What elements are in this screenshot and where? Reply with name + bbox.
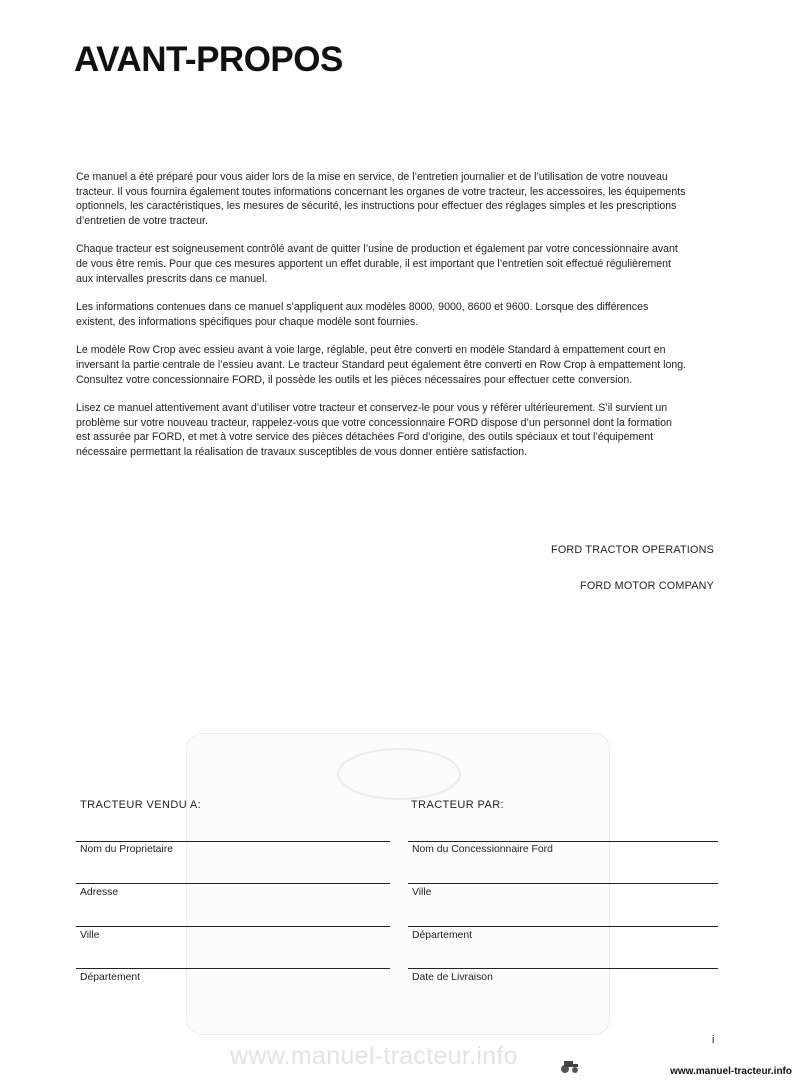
tractor-icon [560, 1058, 580, 1074]
owner-department-line[interactable] [76, 968, 390, 969]
owner-city-line[interactable] [76, 926, 390, 927]
ford-oval-logo-shadow [337, 748, 461, 800]
form-heading-sold-by: TRACTEUR PAR: [411, 799, 505, 811]
watermark: www.manuel-tracteur.info [230, 1042, 518, 1070]
bleed-through-shadow [186, 733, 610, 1035]
paragraph-inspection: Chaque tracteur est soigneusement contrôlé avant de quitter l’usine de production et également par votre concessionnaire avant de vous être remis. Pour que ces mesures apportent un effet durable, il est important que l’entretien soit effectué régulièrement aux intervalles prescrits dans ce manuel. [76, 243, 678, 285]
owner-department-label: Département [80, 972, 141, 983]
delivery-date-label: Date de Livraison [412, 972, 493, 983]
dealer-department-line[interactable] [408, 926, 718, 927]
signature-line-2: FORD MOTOR COMPANY [580, 580, 714, 592]
owner-address-line[interactable] [76, 883, 390, 884]
body-text [76, 170, 688, 474]
form-heading-sold-to: TRACTEUR VENDU A: [80, 799, 202, 811]
paragraph-advice: Lisez ce manuel attentivement avant d’utiliser votre tracteur et conservez-le pour vous y référer ultérieurement. S’il survient un problème sur votre nouveau tracteur, rappelez-vous que votre concessionnaire FORD dispose d’un personnel dont la formation est assurée par FORD, et met à votre service des pièces détachées Ford d’origine, des outils spéciaux et tout l’équipement nécessaire permettant la réalisation de travaux susceptibles de vous donner entière satisfaction. [76, 402, 672, 458]
signature-line-1: FORD TRACTOR OPERATIONS [551, 544, 714, 556]
dealer-city-label: Ville [412, 887, 432, 898]
owner-name-line[interactable] [76, 841, 390, 842]
paragraph-conversion: Le modèle Row Crop avec essieu avant à voie large, réglable, peut être converti en modèle Standard à empattement court en inversant la partie centrale de l’essieu avant. Le tracteur Standard peut également être converti en Row Crop à empattement long. Consultez votre concessionnaire FORD, il possède les outils et les pièces nécessaires pour effectuer cette conversion. [76, 344, 687, 386]
dealer-city-line[interactable] [408, 883, 718, 884]
dealer-department-label: Département [412, 930, 473, 941]
paragraph-intro: Ce manuel a été préparé pour vous aider lors de la mise en service, de l’entretien journalier et de l’utilisation de votre nouveau tracteur. Il vous fournira également toutes informations concernant les organes de votre tracteur, les accessoires, les équipements optionnels, les caractéristiques, les mesures de sécurité, les instructions pour effectuer des réglages simples et les prescriptions d’entretien de votre tracteur. [76, 171, 686, 227]
owner-city-label: Ville [80, 930, 100, 941]
paragraph-models: Les informations contenues dans ce manuel s’appliquent aux modèles 8000, 9000, 8600 et 9600. Lorsque des différences existent, des informations spécifiques pour chaque modèle sont fournies. [76, 301, 649, 328]
page-title: AVANT-PROPOS [74, 40, 343, 79]
owner-name-label: Nom du Proprietaire [80, 844, 173, 855]
page-number: i [712, 1034, 715, 1046]
dealer-name-label: Nom du Concessionnaire Ford [412, 844, 553, 855]
owner-address-label: Adresse [80, 887, 119, 898]
delivery-date-line[interactable] [408, 968, 718, 969]
footer-url: www.manuel-tracteur.info [670, 1066, 792, 1077]
dealer-name-line[interactable] [408, 841, 718, 842]
